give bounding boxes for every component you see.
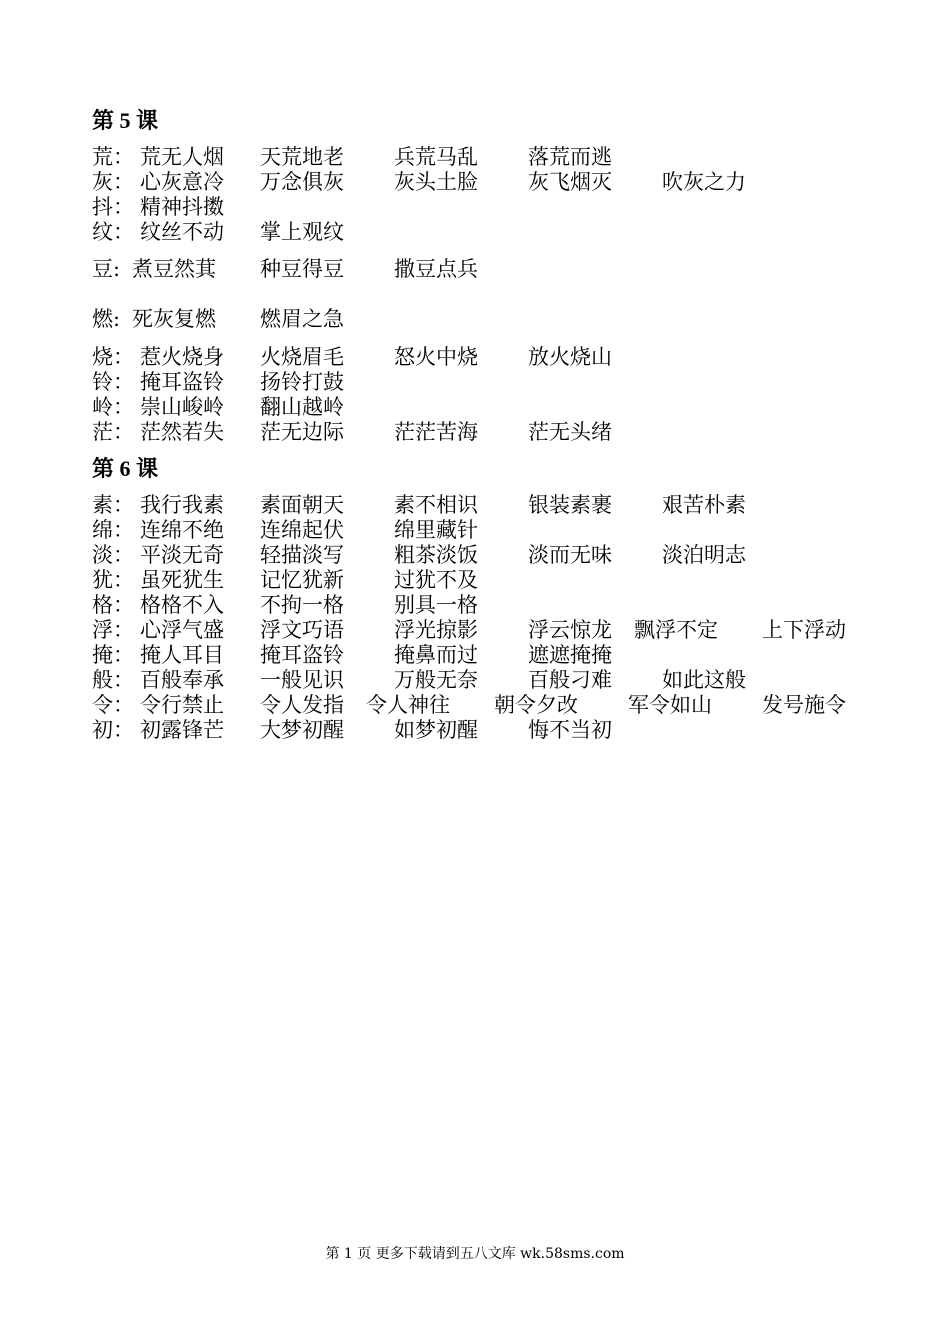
idiom-word: 灰飞烟灭 bbox=[528, 170, 612, 194]
idiom-word: 心浮气盛 bbox=[140, 618, 224, 642]
idiom-word: 惹火烧身 bbox=[140, 345, 224, 369]
idiom-word: 我行我素 bbox=[140, 493, 224, 517]
idiom-word: 荒无人烟 bbox=[140, 145, 224, 169]
idiom-word: 如此这般 bbox=[662, 668, 746, 692]
idiom-word: 艰苦朴素 bbox=[662, 493, 746, 517]
idiom-word: 放火烧山 bbox=[528, 345, 612, 369]
idiom-word: 翻山越岭 bbox=[260, 395, 344, 419]
row-character: 掩： bbox=[92, 643, 134, 667]
row-character: 淡： bbox=[92, 543, 134, 567]
row-character: 燃: bbox=[92, 307, 121, 331]
row-character: 浮： bbox=[92, 618, 134, 642]
idiom-word: 遮遮掩掩 bbox=[528, 643, 612, 667]
idiom-word: 浮文巧语 bbox=[260, 618, 344, 642]
row-character: 格： bbox=[92, 593, 134, 617]
idiom-word: 万念俱灰 bbox=[260, 170, 344, 194]
row-character: 豆: bbox=[92, 257, 121, 281]
row-character: 烧： bbox=[92, 345, 134, 369]
row-character: 纹： bbox=[92, 220, 134, 244]
idiom-word: 粗茶淡饭 bbox=[394, 543, 478, 567]
idiom-word: 轻描淡写 bbox=[260, 543, 344, 567]
idiom-word: 格格不入 bbox=[140, 593, 224, 617]
idiom-word: 淡泊明志 bbox=[662, 543, 746, 567]
idiom-word: 如梦初醒 bbox=[394, 718, 478, 742]
row-character: 般： bbox=[92, 668, 134, 692]
idiom-word: 初露锋芒 bbox=[140, 718, 224, 742]
idiom-word: 火烧眉毛 bbox=[260, 345, 344, 369]
row-character: 铃： bbox=[92, 370, 134, 394]
idiom-word: 悔不当初 bbox=[528, 718, 612, 742]
idiom-word: 一般见识 bbox=[260, 668, 344, 692]
idiom-word: 吹灰之力 bbox=[662, 170, 746, 194]
idiom-word: 茫茫苦海 bbox=[394, 420, 478, 444]
idiom-word: 撒豆点兵 bbox=[394, 257, 478, 281]
idiom-word: 发号施令 bbox=[762, 693, 846, 717]
idiom-word: 银装素裹 bbox=[528, 493, 612, 517]
idiom-word: 记忆犹新 bbox=[260, 568, 344, 592]
idiom-word: 崇山峻岭 bbox=[140, 395, 224, 419]
idiom-word: 连绵起伏 bbox=[260, 518, 344, 542]
idiom-word: 素不相识 bbox=[394, 493, 478, 517]
idiom-word: 上下浮动 bbox=[762, 618, 846, 642]
row-character: 初： bbox=[92, 718, 134, 742]
page-footer: 第 1 页 更多下载请到五八文库 wk.58sms.com bbox=[325, 1246, 625, 1262]
row-character: 灰： bbox=[92, 170, 134, 194]
idiom-word: 素面朝天 bbox=[260, 493, 344, 517]
idiom-word: 绵里藏针 bbox=[394, 518, 478, 542]
idiom-word: 死灰复燃 bbox=[132, 307, 216, 331]
idiom-word: 掩人耳目 bbox=[140, 643, 224, 667]
row-character: 茫： bbox=[92, 420, 134, 444]
row-character: 荒： bbox=[92, 145, 134, 169]
idiom-word: 精神抖擞 bbox=[140, 195, 224, 219]
idiom-word: 大梦初醒 bbox=[260, 718, 344, 742]
idiom-word: 淡而无味 bbox=[528, 543, 612, 567]
row-character: 令： bbox=[92, 693, 134, 717]
idiom-word: 虽死犹生 bbox=[140, 568, 224, 592]
idiom-word: 茫然若失 bbox=[140, 420, 224, 444]
idiom-word: 令人神往 bbox=[366, 693, 450, 717]
idiom-word: 浮光掠影 bbox=[394, 618, 478, 642]
idiom-word: 浮云惊龙 bbox=[528, 618, 612, 642]
idiom-word: 掌上观纹 bbox=[260, 220, 344, 244]
idiom-word: 掩鼻而过 bbox=[394, 643, 478, 667]
idiom-word: 百般奉承 bbox=[140, 668, 224, 692]
idiom-word: 天荒地老 bbox=[260, 145, 344, 169]
idiom-word: 纹丝不动 bbox=[140, 220, 224, 244]
idiom-word: 不拘一格 bbox=[260, 593, 344, 617]
idiom-word: 掩耳盗铃 bbox=[260, 643, 344, 667]
idiom-word: 燃眉之急 bbox=[260, 307, 344, 331]
idiom-word: 过犹不及 bbox=[394, 568, 478, 592]
idiom-word: 连绵不绝 bbox=[140, 518, 224, 542]
idiom-word: 怒火中烧 bbox=[394, 345, 478, 369]
row-character: 岭： bbox=[92, 395, 134, 419]
idiom-word: 朝令夕改 bbox=[494, 693, 578, 717]
idiom-word: 煮豆然萁 bbox=[132, 257, 216, 281]
idiom-word: 万般无奈 bbox=[394, 668, 478, 692]
idiom-word: 平淡无奇 bbox=[140, 543, 224, 567]
idiom-word: 军令如山 bbox=[628, 693, 712, 717]
row-character: 抖： bbox=[92, 195, 134, 219]
idiom-word: 兵荒马乱 bbox=[394, 145, 478, 169]
idiom-word: 落荒而逃 bbox=[528, 145, 612, 169]
idiom-word: 掩耳盗铃 bbox=[140, 370, 224, 394]
idiom-word: 令人发指 bbox=[260, 693, 344, 717]
idiom-word: 茫无头绪 bbox=[528, 420, 612, 444]
idiom-word: 灰头土脸 bbox=[394, 170, 478, 194]
lesson5-heading: 第 5 课 bbox=[92, 108, 159, 133]
row-character: 素： bbox=[92, 493, 134, 517]
lesson6-heading: 第 6 课 bbox=[92, 456, 159, 481]
idiom-word: 令行禁止 bbox=[140, 693, 224, 717]
idiom-word: 种豆得豆 bbox=[260, 257, 344, 281]
idiom-word: 百般刁难 bbox=[528, 668, 612, 692]
row-character: 犹： bbox=[92, 568, 134, 592]
row-character: 绵： bbox=[92, 518, 134, 542]
idiom-word: 扬铃打鼓 bbox=[260, 370, 344, 394]
idiom-word: 茫无边际 bbox=[260, 420, 344, 444]
idiom-word: 飘浮不定 bbox=[634, 618, 718, 642]
idiom-word: 心灰意冷 bbox=[140, 170, 224, 194]
idiom-word: 别具一格 bbox=[394, 593, 478, 617]
